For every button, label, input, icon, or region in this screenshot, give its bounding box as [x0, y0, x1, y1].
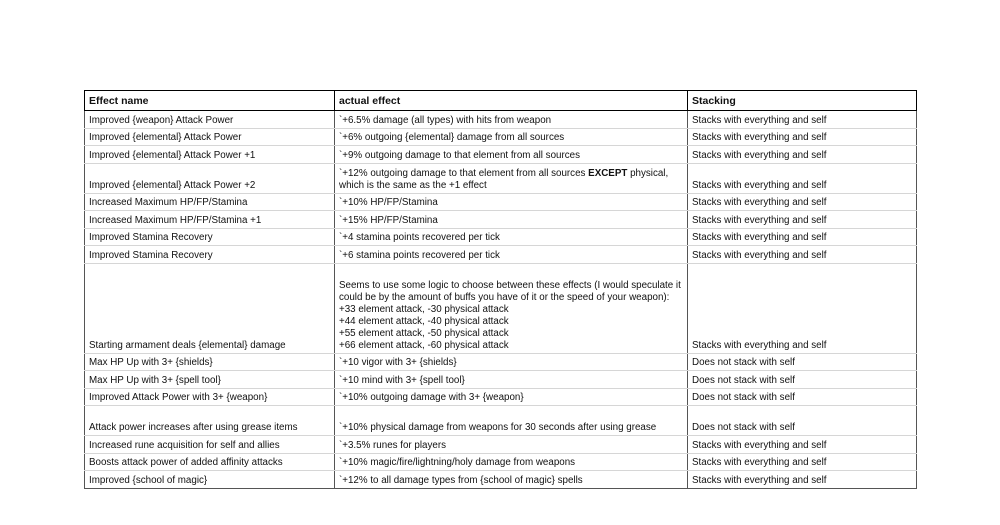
table-row — [85, 163, 917, 193]
table-row — [85, 353, 917, 371]
actual-effect-cell: `+10% HP/FP/Stamina — [335, 193, 688, 211]
table-row — [85, 371, 917, 389]
effect-name-cell: Starting armament deals {elemental} damage — [85, 263, 335, 353]
header-row — [85, 91, 917, 111]
effect-name-cell: Max HP Up with 3+ {spell tool} — [85, 371, 335, 389]
actual-effect-cell: `+12% to all damage types from {school of magic} spells — [335, 471, 688, 489]
effect-name-cell: Improved {elemental} Attack Power — [85, 128, 335, 146]
stacking-cell: Does not stack with self — [688, 406, 917, 436]
effect-name-cell: Max HP Up with 3+ {shields} — [85, 353, 335, 371]
effect-name-cell: Improved {elemental} Attack Power +2 — [85, 163, 335, 193]
actual-effect-cell: `+6 stamina points recovered per tick — [335, 246, 688, 264]
stacking-cell: Stacks with everything and self — [688, 163, 917, 193]
actual-effect-cell — [335, 163, 688, 193]
actual-effect-cell: Seems to use some logic to choose between these effects (I would speculate it could be by the amount of buffs you have of it or the speed of your weapon): +33 element attack, -30 physical attack +44 element attack, -40 physical attack +55 element attack, -50 physical attack +66 element attack, -60 physical attack — [335, 263, 688, 353]
effects-table-container — [84, 90, 916, 489]
effect-name-cell: Improved Stamina Recovery — [85, 246, 335, 264]
actual-effect-cell: `+10% outgoing damage with 3+ {weapon} — [335, 388, 688, 406]
stacking-cell: Does not stack with self — [688, 353, 917, 371]
table-row — [85, 146, 917, 164]
stacking-cell: Stacks with everything and self — [688, 246, 917, 264]
effect-name-cell: Boosts attack power of added affinity attacks — [85, 453, 335, 471]
effect-name-cell: Improved {elemental} Attack Power +1 — [85, 146, 335, 164]
effect-name-cell: Improved {school of magic} — [85, 471, 335, 489]
header-actual-effect: actual effect — [335, 91, 688, 111]
actual-effect-cell: `+6.5% damage (all types) with hits from weapon — [335, 111, 688, 129]
actual-effect-cell: `+6% outgoing {elemental} damage from all sources — [335, 128, 688, 146]
table-row — [85, 263, 917, 353]
effect-name-cell: Improved {weapon} Attack Power — [85, 111, 335, 129]
table-row — [85, 453, 917, 471]
actual-effect-cell: `+10 mind with 3+ {spell tool} — [335, 371, 688, 389]
effect-text-pre: `+12% outgoing damage to that element from all sources — [339, 167, 589, 179]
effect-name-cell: Increased Maximum HP/FP/Stamina +1 — [85, 211, 335, 229]
stacking-cell: Does not stack with self — [688, 371, 917, 389]
effect-name-cell: Increased rune acquisition for self and allies — [85, 436, 335, 454]
header-stacking: Stacking — [688, 91, 917, 111]
effect-name-cell: Improved Stamina Recovery — [85, 228, 335, 246]
stacking-cell: Does not stack with self — [688, 388, 917, 406]
header-effect-name: Effect name — [85, 91, 335, 111]
table-row — [85, 436, 917, 454]
actual-effect-cell: `+10% magic/fire/lightning/holy damage from weapons — [335, 453, 688, 471]
actual-effect-cell: `+4 stamina points recovered per tick — [335, 228, 688, 246]
actual-effect-cell: `+15% HP/FP/Stamina — [335, 211, 688, 229]
effect-text-post: physical, which is the same as the +1 effect — [339, 167, 669, 191]
stacking-cell: Stacks with everything and self — [688, 263, 917, 353]
table-row — [85, 471, 917, 489]
stacking-cell: Stacks with everything and self — [688, 228, 917, 246]
table-row — [85, 228, 917, 246]
effect-name-cell: Improved Attack Power with 3+ {weapon} — [85, 388, 335, 406]
actual-effect-cell: `+3.5% runes for players — [335, 436, 688, 454]
stacking-cell: Stacks with everything and self — [688, 111, 917, 129]
table-row — [85, 111, 917, 129]
table-row — [85, 246, 917, 264]
actual-effect-cell: `+10% physical damage from weapons for 30 seconds after using grease — [335, 406, 688, 436]
effect-text-emphasis: EXCEPT — [588, 167, 628, 179]
table-row — [85, 128, 917, 146]
stacking-cell: Stacks with everything and self — [688, 128, 917, 146]
effects-table — [84, 90, 917, 489]
stacking-cell: Stacks with everything and self — [688, 193, 917, 211]
effect-name-cell: Attack power increases after using grease items — [85, 406, 335, 436]
stacking-cell: Stacks with everything and self — [688, 453, 917, 471]
table-row — [85, 211, 917, 229]
table-row — [85, 406, 917, 436]
actual-effect-cell: `+10 vigor with 3+ {shields} — [335, 353, 688, 371]
table-row — [85, 193, 917, 211]
effect-name-cell: Increased Maximum HP/FP/Stamina — [85, 193, 335, 211]
table-row — [85, 388, 917, 406]
stacking-cell: Stacks with everything and self — [688, 211, 917, 229]
actual-effect-cell: `+9% outgoing damage to that element from all sources — [335, 146, 688, 164]
stacking-cell: Stacks with everything and self — [688, 146, 917, 164]
stacking-cell: Stacks with everything and self — [688, 436, 917, 454]
stacking-cell: Stacks with everything and self — [688, 471, 917, 489]
